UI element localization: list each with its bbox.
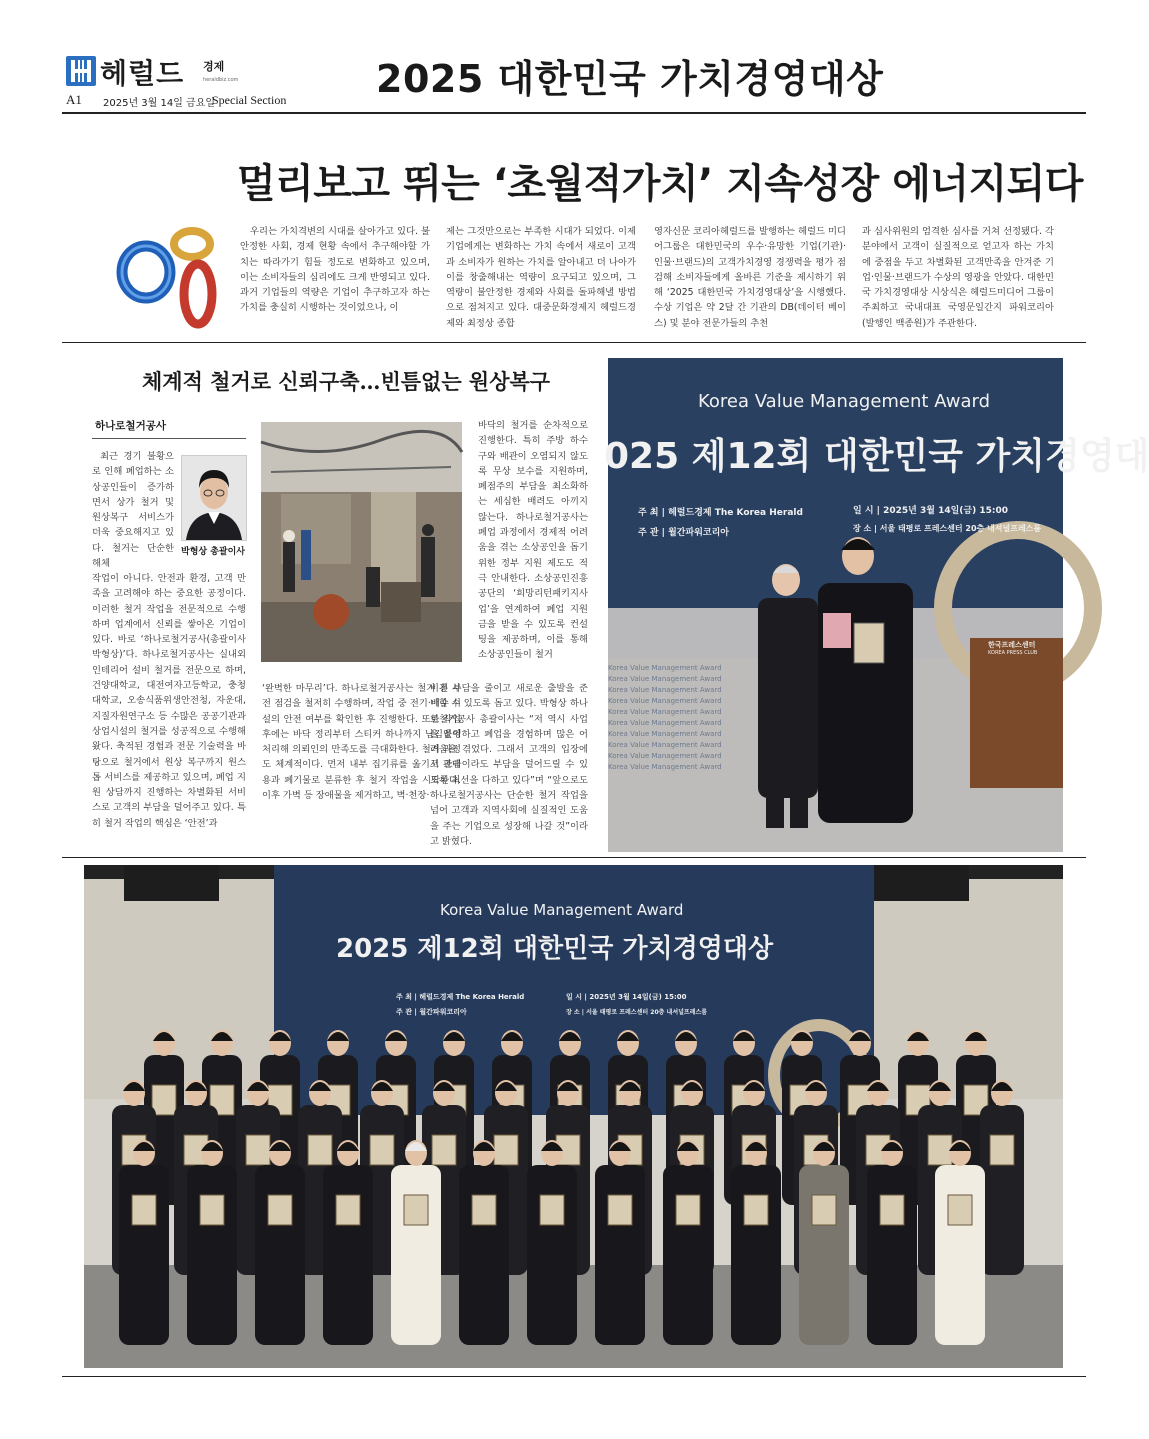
group-en-title: Korea Value Management Award (440, 901, 684, 919)
bottom-rule (62, 1376, 1086, 1377)
article-headline: 체계적 철거로 신뢰구축…빈틈없는 원상복구 (142, 369, 551, 394)
section-name: Special Section (212, 93, 287, 107)
person-figure (731, 1165, 781, 1345)
award-ko-title: 025 제12회 대한민국 가치경영대 (604, 436, 1149, 477)
person-figure (867, 1165, 917, 1345)
award-venue-value: 서울 태평로 프레스센터 20층 내셔널프레스룸 (879, 524, 1042, 533)
person-figure (391, 1165, 441, 1345)
logo-sub: 경제 (203, 60, 225, 73)
intro-column-4: 과 심사위원의 엄격한 심사를 거쳐 선정됐다. 각 분야에서 고객이 실질적으로 얻고자 하는 가치에 중점을 두고 차별화된 고객만족을 안겨준 기업·인물·브랜드가 수상의 영광을 안았다. 대한민국 가치경영대상 시상식은 헤럴드미디어 그룹이 주최하고 국내대표 국영문일간지 파워코리아(발행인 백종원)가 주관한다. (862, 226, 1054, 329)
award-plaque (494, 1135, 518, 1165)
award-plaque (152, 1085, 176, 1115)
award-organizer-value: 월간파워코리아 (668, 528, 729, 538)
award-host-label: 주 최 (638, 508, 659, 518)
award-organizer-label: 주 관 (638, 528, 659, 538)
award-plaque (370, 1135, 394, 1165)
demolition-site-photo (261, 422, 462, 662)
award-plaque (812, 1195, 836, 1225)
person-figure (595, 1165, 645, 1345)
award-plaque (744, 1195, 768, 1225)
award-plaque (200, 1195, 224, 1225)
award-plaque (132, 1195, 156, 1225)
main-headline: 멀리보고 뛰는 ‘초월적가치’ 지속성장 에너지되다 (237, 161, 1083, 207)
person-figure (663, 1165, 713, 1345)
award-date-label: 일 시 (853, 506, 874, 516)
herald-logo-icon (66, 56, 96, 86)
company-rule (92, 438, 246, 439)
person-figure (323, 1165, 373, 1345)
award-date-value: 2025년 3월 14일(금) 15:00 (883, 506, 1008, 516)
masthead-rule (62, 112, 1086, 114)
award-plaque (880, 1195, 904, 1225)
logo-url: heraldbiz.com (203, 77, 239, 83)
award-rings-icon (112, 222, 224, 334)
award-plaque (246, 1135, 270, 1165)
portrait-caption: 박형상 총괄이사 (181, 547, 245, 557)
intro-column-3: 영자신문 코리아헤럴드를 발행하는 헤럴드 미디어그룹은 대한민국의 우수·유망한 기업(기관)·인물·브랜드)의 고객가치경영 경쟁력을 평가 점검해 소비자들에게 올바른 기준을 제시하기 위해 ‘2025 대한민국 가치경영대상’을 시행했다. 수상 기업은 약 2달 간 기관의 DB(데이터 베이스) 및 분야 전문가들의 추천 (654, 226, 846, 329)
mid-rule (62, 857, 1086, 858)
award-plaque (336, 1195, 360, 1225)
award-en-title: Korea Value Management Award (698, 391, 991, 412)
award-plaque (948, 1195, 972, 1225)
issue-date: 2025년 3월 14일 금요일 (103, 98, 216, 109)
award-plaque (432, 1135, 456, 1165)
person-figure (799, 1165, 849, 1345)
page-number: A1 (66, 92, 82, 107)
person-figure (119, 1165, 169, 1345)
company-name: 하나로철거공사 (95, 420, 167, 432)
person-figure (935, 1165, 985, 1345)
award-plaque (472, 1195, 496, 1225)
page-title: 2025 대한민국 가치경영대상 (376, 57, 884, 101)
article-col2-bottom: ‘완벽한 마무리’다. 하나로철거공사는 철거 전 사전 점검을 철저히 수행하며, 작업 중 전기·배수 시설의 안전 여부를 확인한 후 진행한다. 또한 작업 후에는 바닥 정리부터 스티커 하나까지 남김없이 처리해 의뢰인의 만족도를 극대화한다. 철거 과정도 체계적이다. 먼저 내부 집기류를 옮기고 판매용과 폐기물로 분류한 후 철거 작업을 시작한다. 이후 가벽 등 장애물을 제거하고, 벽·천장· (262, 683, 461, 802)
award-plaque (268, 1195, 292, 1225)
award-plaque (308, 1135, 332, 1165)
award-plaque (608, 1195, 632, 1225)
logo-name: 헤럴드 (100, 57, 185, 90)
group-ko-title: 2025 제12회 대한민국 가치경영대상 (336, 934, 774, 964)
person-figure (527, 1165, 577, 1345)
award-venue-label: 장 소 (853, 524, 872, 533)
award-plaque (990, 1135, 1014, 1165)
award-ceremony-photo: Korea Value Management Award 025 제12회 대한민국 가치경영대 주 최 | 헤럴드경제 The Korea Herald 주 관 | 월간파워코리아 일 시 | 2025년 3월 14일(금) 15:00 장 소 | 서울 태평로 프레스센터 20층 내셔널프레스룸 한국프레스센터 KOREA PRESS CLUB Korea Value Management Award Korea Value Management Award Korea Value Management Award Korea Value Management Award Korea Value Management Award Korea Value Management Award Korea Value Management Award Korea Value Management Award Korea Value Management Award Korea Value Management Award (608, 358, 1063, 852)
intro-column-1: 우리는 가치격변의 시대를 살아가고 있다. 불안정한 사회, 경제 현황 속에서 추구해야할 가치는 따라가기 힘들 정도로 변화하고 있으며, 이는 소비자들의 심리에도 크게 반영되고 있다. 과거 기업들의 역량은 기업이 추구하고자 하는 가치를 충실히 시행하는 것이었으나, 이 (240, 226, 430, 314)
award-plaque (928, 1135, 952, 1165)
article-col1-top: 최근 경기 불황으로 인해 폐업하는 소상공인들이 증가하면서 상가 철거 및 원상복구 서비스가 더욱 중요해지고 있다. 철거는 단순한 해체 (92, 451, 174, 570)
award-plaque (540, 1195, 564, 1225)
side-repeat-text: Korea Value Management Award Korea Value Management Award Korea Value Management Award Korea Value Management Award Korea Value Management Award Korea Value Management Award Korea Value Management Award Korea Value Management Award Korea Value Management Award Korea Value Management Award (608, 664, 722, 771)
podium-label-en: KOREA PRESS CLUB (988, 650, 1038, 656)
group-photo: Korea Value Management Award 2025 제12회 대한민국 가치경영대상 주 최 | 헤럴드경제 The Korea Herald 주 관 | 월간파워코리아 일 시 | 2025년 3월 14일(금) 15:00 장 소 | 서울 태평로 프레스센터 20층 내셔널프레스룸 (84, 865, 1063, 1368)
article-col1-rest: 작업이 아니다. 안전과 환경, 고객 만족을 고려해야 하는 중요한 공정이다. 이러한 철거 작업을 전문적으로 수행하며 업계에서 신뢰를 쌓아온 기업이 있다. 바로 ‘하나로철거공사(총괄이사 박형상)’다. 하나로철거공사는 실내외 인테리어 설비 철거를 전문으로 하며, 건양대학교, 대전여자고등학교, 충청대학교, 오송식품위생안전청, 자운대, 지질자원연구소 등 수많은 공공기관과 상업시설의 철거를 성공적으로 수행해왔다. 축적된 경험과 전문 기술력을 바탕으로 철거에서 원상 복구까지 원스톱 서비스를 제공하고 있으며, 폐업 지원 상담까지 진행하는 차별화된 서비스로 고객의 부담을 덜어주고 있다. 특히 철거 작업의 핵심은 ‘안전’과 (92, 573, 246, 829)
intro-column-2: 제는 그것만으로는 부족한 시대가 되었다. 이제 기업에게는 변화하는 가치 속에서 새로이 고객과 소비자가 원하는 가치를 알아내고 더 나아가 이를 창출해내는 역량이 요구되고 있으며, 그 역량이 불안정한 경제와 사회를 돌파해낼 방법으로 점쳐지고 있다. 대중문화경제지 헤럴드경제와 최정상 종합 (446, 226, 636, 329)
person-figure (187, 1165, 237, 1345)
award-plaque (676, 1195, 700, 1225)
intro-rule (62, 342, 1086, 343)
person-figure (980, 1105, 1024, 1275)
portrait-photo (181, 455, 247, 541)
article-col3-top: 바닥의 철거를 순차적으로 진행한다. 특히 주방 하수구와 배관이 오염되지 않도록 무상 보수를 지원하며, 폐점주의 부담을 최소화하는 세심한 배려도 아끼지 않는다. 하나로철거공사는 폐업 과정에서 경제적 어려움을 겪는 소상공인을 돕기 위한 정부 지원 제도도 적극 안내한다. 소상공인진흥공단의 ‘희망리턴패키지사업’을 연계하여 폐업 지원금을 받을 수 있도록 컨설팅을 제공하며, 이를 통해 소상공인들이 철거 (478, 420, 588, 661)
person-figure (459, 1165, 509, 1345)
article-col3-bottom: 비용 부담을 줄이고 새로운 출발을 준비할 수 있도록 돕고 있다. 박형상 하나로철거공사 총괄이사는 “저 역시 사업을 운영하고 폐업을 경험하며 많은 어려움을 겪었다. 그래서 고객의 입장에서 조금이라도 부담을 덜어드릴 수 있도록 최선을 다하고 있다”며 “앞으로도 하나로철거공사는 단순한 철거 작업을 넘어 고객과 지역사회에 실질적인 도움을 주는 기업으로 성장해 나갈 것”이라고 밝혔다. (430, 683, 588, 847)
award-plaque (404, 1195, 428, 1225)
award-host-value: 헤럴드경제 The Korea Herald (668, 508, 803, 518)
person-figure (255, 1165, 305, 1345)
podium-label: 한국프레스센터 (988, 641, 1036, 649)
